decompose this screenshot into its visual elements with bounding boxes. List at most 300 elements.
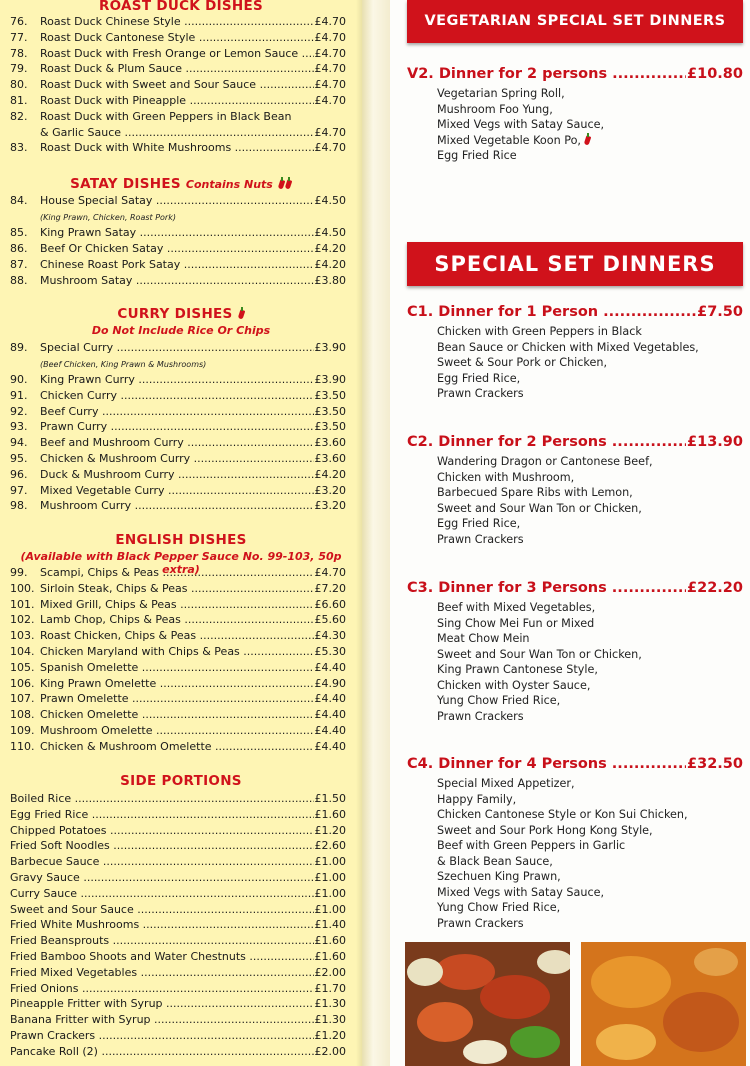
- item-price: £2.00: [314, 1044, 346, 1058]
- item-price: £4.70: [314, 78, 346, 92]
- item-name: Chicken Maryland with Chips & Peas .....: [40, 645, 346, 658]
- menu-item: [10, 934, 346, 949]
- menu-item: [10, 871, 346, 886]
- item-number: 82.: [10, 109, 28, 123]
- item-name: Mixed Vegetable Curry .....: [40, 484, 346, 497]
- item-name: Beef Or Chicken Satay .....: [40, 242, 346, 255]
- item-price: £3.90: [314, 373, 346, 386]
- menu-item: [10, 242, 346, 257]
- item-number: 108.: [10, 708, 35, 722]
- set-dinner-line-text: Yung Chow Fried Rice,: [437, 694, 561, 707]
- menu-item: [10, 613, 346, 628]
- item-price: £3.60: [314, 436, 346, 450]
- set-dinner-line-text: Wandering Dragon or Cantonese Beef,: [437, 455, 653, 468]
- set-dinner-line-text: Happy Family,: [437, 792, 517, 806]
- item-name: King Prawn Satay .....: [40, 226, 346, 239]
- set-dinner-heading: [407, 304, 743, 324]
- item-price: £4.70: [314, 46, 346, 60]
- menu-item: [10, 499, 346, 514]
- item-name: Chipped Potatoes .....: [10, 824, 346, 837]
- satay-nuts-warning: Contains Nuts: [185, 178, 273, 191]
- menu-item: [10, 887, 346, 902]
- item-price: £1.70: [314, 981, 346, 995]
- item-price: £4.70: [314, 141, 346, 155]
- set-dinner-line: [437, 516, 653, 532]
- item-price: £3.50: [314, 388, 346, 402]
- set-dinner-line-text: Sweet and Sour Wan Ton or Chicken,: [437, 501, 642, 515]
- item-price: £1.60: [314, 807, 346, 821]
- set-dinner-line-text: Sweet & Sour Pork or Chicken,: [437, 356, 608, 369]
- set-dinner-price: £13.90: [687, 434, 743, 450]
- side-title: SIDE PORTIONS: [120, 773, 242, 789]
- item-price: £6.60: [314, 597, 346, 611]
- set-dinner-line: [437, 340, 699, 356]
- item-number: 109.: [10, 724, 35, 737]
- item-name: Roast Duck with Pineapple .....: [40, 94, 346, 107]
- item-price: £3.60: [314, 452, 346, 465]
- menu-item: [10, 566, 346, 581]
- item-number: 89.: [10, 341, 28, 354]
- menu-item: [10, 966, 346, 981]
- item-name: House Special Satay .....: [40, 194, 346, 207]
- set-dinner-line-text: & Black Bean Sauce,: [437, 854, 553, 868]
- menu-item: [10, 582, 346, 597]
- item-price: £1.30: [314, 1013, 346, 1027]
- item-number: 88.: [10, 274, 28, 287]
- set-dinner-line-text: Chicken with Oyster Sauce,: [437, 678, 591, 692]
- set-dinner-price: £22.20: [687, 580, 743, 596]
- item-name: Fried Soft Noodles .....: [10, 839, 346, 852]
- item-name: Roast Duck with Fresh Orange or Lemon Sauce .....: [40, 47, 346, 60]
- dish-photo-sweet-sour: [405, 942, 570, 1066]
- set-dinner-line-text: Egg Fried Rice,: [437, 371, 521, 385]
- item-price: £1.20: [314, 823, 346, 837]
- set-dinner-line: [437, 485, 653, 501]
- menu-item: [10, 997, 346, 1012]
- item-number: 83.: [10, 141, 28, 155]
- menu-item: [10, 436, 346, 451]
- set-dinner-line: [437, 117, 604, 133]
- set-dinner-line-text: Prawn Crackers: [437, 709, 524, 723]
- item-price: £4.70: [314, 15, 346, 28]
- set-dinner-line: [437, 532, 653, 548]
- curry-subtitle: Do Not Include Rice Or Chips: [91, 324, 271, 337]
- menu-item: [10, 661, 346, 676]
- item-price: £1.40: [314, 918, 346, 932]
- menu-item: [10, 484, 346, 499]
- item-number: 92.: [10, 404, 28, 418]
- item-price: £4.70: [314, 125, 346, 139]
- set-dinner-price: £7.50: [697, 304, 743, 320]
- set-dinner-line-text: Mushroom Foo Yung,: [437, 102, 553, 116]
- set-dinner-price: £32.50: [687, 756, 743, 772]
- set-dinner-line: [437, 854, 688, 870]
- english-title: ENGLISH DISHES: [115, 532, 247, 548]
- menu-item: [10, 110, 346, 125]
- set-dinner-line: [437, 86, 604, 102]
- item-name: Prawn Curry .....: [40, 420, 346, 433]
- item-name: Pineapple Fritter with Syrup .....: [10, 997, 346, 1010]
- item-name: Fried Mixed Vegetables .....: [10, 966, 346, 979]
- item-name: Barbecue Sauce .....: [10, 855, 346, 868]
- item-price: £4.50: [314, 194, 346, 207]
- set-dinner-line: [437, 776, 688, 792]
- set-dinner-line: [437, 869, 688, 885]
- set-dinner-line: [437, 631, 642, 647]
- item-name: Chicken & Mushroom Omelette .....: [40, 740, 346, 753]
- item-price: £4.70: [314, 566, 346, 579]
- set-dinner-line-text: Beef with Green Peppers in Garlic: [437, 839, 626, 852]
- item-price: £2.60: [314, 839, 346, 853]
- menu-item: [10, 629, 346, 644]
- item-name: Roast Duck Cantonese Style .....: [40, 31, 346, 44]
- menu-item: [10, 903, 346, 918]
- menu-item: [10, 78, 346, 93]
- set-dinner-line: [437, 792, 688, 808]
- item-name: Boiled Rice .....: [10, 792, 346, 805]
- item-price: £4.20: [314, 258, 346, 271]
- item-number: 81.: [10, 94, 28, 107]
- item-number: 90.: [10, 373, 28, 386]
- item-name: Fried Onions .....: [10, 982, 346, 995]
- menu-item: [10, 226, 346, 241]
- item-name: Pancake Roll (2) .....: [10, 1045, 346, 1058]
- item-name: Roast Duck with Sweet and Sour Sauce .....: [40, 78, 346, 91]
- item-price: £1.00: [314, 886, 346, 900]
- item-price: £4.40: [314, 724, 346, 737]
- item-price: £4.70: [314, 62, 346, 76]
- set-dinner-line-text: Mixed Vegs with Satay Sauce,: [437, 118, 605, 131]
- menu-item: [10, 141, 346, 156]
- item-number: 78.: [10, 46, 28, 60]
- item-name: Scampi, Chips & Peas .....: [40, 566, 346, 579]
- curry-title-text: CURRY DISHES: [117, 306, 233, 322]
- set-dinner-line-text: Sweet and Sour Pork Hong Kong Style,: [437, 823, 653, 837]
- set-dinner-line: [437, 885, 688, 901]
- set-dinner-line-text: Chicken Cantonese Style or Kon Sui Chicken,: [437, 808, 688, 821]
- set-dinner-line-text: Szechuen King Prawn,: [437, 870, 561, 883]
- vegetarian-header: VEGETARIAN SPECIAL SET DINNERS: [407, 0, 743, 43]
- menu-item: [10, 420, 346, 435]
- set-dinner-line-text: Vegetarian Spring Roll,: [437, 87, 565, 100]
- item-name: Mixed Grill, Chips & Peas .....: [40, 598, 346, 611]
- menu-item: [10, 341, 346, 356]
- set-dinner-contents: [437, 600, 642, 724]
- item-name: Mushroom Omelette .....: [40, 724, 346, 737]
- set-dinner-line: [437, 470, 653, 486]
- set-dinner-heading: [407, 434, 743, 454]
- menu-item: [10, 194, 346, 209]
- menu-item: [10, 468, 346, 483]
- menu-item: [10, 126, 346, 141]
- item-name: Fried Beansprouts .....: [10, 934, 346, 947]
- set-dinner-line: [437, 355, 699, 371]
- item-price: £4.20: [314, 242, 346, 255]
- item-name: Beef and Mushroom Curry .....: [40, 436, 346, 449]
- item-price: £1.60: [314, 934, 346, 948]
- menu-item: [10, 824, 346, 839]
- set-dinner-line-text: Prawn Crackers: [437, 387, 524, 400]
- english-subtitle: (Available with Black Pepper Sauce No. 99-103, 50p extra): [20, 550, 342, 576]
- chili-icon: [238, 307, 245, 319]
- item-name: Sweet and Sour Sauce .....: [10, 903, 346, 916]
- set-dinner-line-text: Chicken with Mushroom,: [437, 470, 575, 484]
- item-number: 96.: [10, 467, 28, 481]
- menu-item: [10, 677, 346, 692]
- set-dinner-line-text: Bean Sauce or Chicken with Mixed Vegetables,: [437, 340, 699, 354]
- menu-item: [10, 982, 346, 997]
- set-dinner-line: [437, 386, 699, 402]
- item-number: 94.: [10, 436, 28, 450]
- set-dinner-line: [437, 678, 642, 694]
- item-number: 80.: [10, 78, 28, 92]
- set-dinner-title: C3. Dinner for 3 Persons .....: [407, 580, 743, 596]
- satay-title: [0, 176, 362, 192]
- item-number: 105.: [10, 660, 35, 674]
- menu-item: [10, 373, 346, 388]
- set-dinner-line: [437, 324, 699, 340]
- set-dinner-line-text: King Prawn Cantonese Style,: [437, 663, 598, 676]
- menu-item: [10, 839, 346, 854]
- item-name: King Prawn Curry .....: [40, 373, 346, 386]
- set-dinner-line-text: Barbecued Spare Ribs with Lemon,: [437, 486, 633, 499]
- item-name: Egg Fried Rice .....: [10, 808, 346, 821]
- item-number: 84.: [10, 194, 28, 207]
- menu-item: [10, 1013, 346, 1028]
- menu-item: [10, 405, 346, 420]
- item-name: Curry Sauce .....: [10, 887, 346, 900]
- item-name: Sirloin Steak, Chips & Peas .....: [40, 582, 346, 595]
- item-number: 104.: [10, 645, 35, 658]
- item-name: Roast Duck & Plum Sauce .....: [40, 62, 346, 75]
- item-number: 87.: [10, 258, 28, 271]
- menu-item: [10, 47, 346, 62]
- item-name: Roast Duck Chinese Style .....: [40, 15, 346, 28]
- set-dinner-price: £10.80: [687, 66, 743, 82]
- set-dinner-heading: [407, 580, 743, 600]
- menu-item: [10, 258, 346, 273]
- item-name: King Prawn Omelette .....: [40, 677, 346, 690]
- set-dinner-line-text: Prawn Crackers: [437, 532, 524, 546]
- item-price: £3.80: [314, 274, 346, 287]
- set-dinner-line-text: Yung Chow Fried Rice,: [437, 901, 561, 914]
- item-name: Duck & Mushroom Curry .....: [40, 468, 346, 481]
- set-dinner-contents: [437, 324, 699, 402]
- menu-item: [10, 62, 346, 77]
- satay-title-text: SATAY DISHES: [70, 176, 181, 192]
- item-number: 86.: [10, 242, 28, 255]
- roast-duck-title: ROAST DUCK DISHES: [98, 0, 264, 14]
- item-price: £3.90: [314, 341, 346, 354]
- item-price: £3.50: [314, 420, 346, 434]
- item-price: £1.00: [314, 902, 346, 916]
- item-number: 98.: [10, 499, 28, 513]
- item-name: Roast Duck with Green Peppers in Black Bean: [40, 109, 292, 123]
- item-number: 79.: [10, 62, 28, 76]
- set-dinner-line: [437, 133, 604, 149]
- item-number: 97.: [10, 483, 28, 497]
- set-dinner-line-text: Egg Fried Rice: [437, 149, 517, 162]
- set-dinner-line-text: Mixed Vegetable Koon Po,: [437, 133, 581, 147]
- item-number: 102.: [10, 613, 35, 627]
- set-dinner-line: [437, 647, 642, 663]
- satay-note: (King Prawn, Chicken, Roast Pork): [40, 213, 176, 222]
- set-dinner-contents: [437, 454, 653, 547]
- menu-item: [10, 918, 346, 933]
- item-price: £3.50: [314, 404, 346, 418]
- item-price: £4.40: [314, 708, 346, 722]
- menu-item: [10, 1045, 346, 1060]
- set-dinner-line: [437, 916, 688, 932]
- item-price: £7.20: [314, 581, 346, 595]
- item-name: & Garlic Sauce .....: [40, 126, 346, 139]
- item-price: £1.00: [314, 871, 346, 884]
- item-name: Fried Bamboo Shoots and Water Chestnuts .....: [10, 950, 346, 963]
- item-number: 103.: [10, 629, 35, 643]
- set-dinner-line-text: Sweet and Sour Wan Ton or Chicken,: [437, 647, 642, 661]
- menu-item: [10, 808, 346, 823]
- menu-item: [10, 598, 346, 613]
- menu-item: [10, 274, 346, 289]
- chili-icon: [584, 133, 591, 145]
- item-price: £4.70: [314, 30, 346, 44]
- chili-icon: [285, 177, 292, 189]
- menu-item: [10, 389, 346, 404]
- item-number: 93.: [10, 420, 28, 434]
- item-price: £2.00: [314, 965, 346, 979]
- dish-photo-curry: [581, 942, 746, 1066]
- set-dinner-line: [437, 600, 642, 616]
- menu-item: [10, 645, 346, 660]
- item-price: £4.70: [314, 94, 346, 107]
- set-dinner-line-text: Special Mixed Appetizer,: [437, 777, 575, 790]
- set-dinner-line-text: Sing Chow Mei Fun or Mixed: [437, 616, 595, 630]
- set-dinner-line-text: Prawn Crackers: [437, 916, 524, 930]
- item-name: Lamb Chop, Chips & Peas .....: [40, 613, 346, 626]
- set-dinner-line: [437, 454, 653, 470]
- set-dinner-line: [437, 900, 688, 916]
- item-name: Roast Duck with White Mushrooms .....: [40, 141, 346, 154]
- menu-item: [10, 15, 346, 30]
- set-dinner-line: [437, 807, 688, 823]
- chili-icon: [278, 177, 285, 189]
- item-number: 76.: [10, 15, 28, 28]
- set-dinner-line-text: Beef with Mixed Vegetables,: [437, 601, 596, 614]
- set-dinner-line: [437, 616, 642, 632]
- item-name: Prawn Omelette .....: [40, 692, 346, 705]
- menu-item: [10, 724, 346, 739]
- item-name: Roast Chicken, Chips & Peas .....: [40, 629, 346, 642]
- menu-item: [10, 708, 346, 723]
- set-dinner-title: C1. Dinner for 1 Person .....: [407, 304, 743, 320]
- special-header: SPECIAL SET DINNERS: [407, 242, 743, 286]
- set-dinner-line-text: Egg Fried Rice,: [437, 517, 521, 530]
- menu-item: [10, 950, 346, 965]
- item-price: £4.20: [314, 467, 346, 481]
- item-name: Prawn Crackers .....: [10, 1029, 346, 1042]
- set-dinner-line: [437, 102, 604, 118]
- page-fold: [362, 0, 390, 1066]
- set-dinner-title: C4. Dinner for 4 Persons .....: [407, 756, 743, 772]
- item-price: £1.60: [314, 950, 346, 963]
- item-name: Chicken Curry .....: [40, 389, 346, 402]
- item-number: 100.: [10, 581, 35, 595]
- item-number: 107.: [10, 692, 35, 706]
- set-dinner-line: [437, 371, 699, 387]
- menu-item: [10, 855, 346, 870]
- set-dinner-line-text: Mixed Vegs with Satay Sauce,: [437, 885, 605, 899]
- item-name: Spanish Omelette .....: [40, 661, 346, 674]
- item-price: £5.30: [314, 645, 346, 658]
- item-number: 85.: [10, 226, 28, 239]
- set-dinner-line-text: Meat Chow Mein: [437, 632, 530, 645]
- item-number: 99.: [10, 566, 28, 579]
- set-dinner-heading: [407, 66, 743, 86]
- curry-note: (Beef Chicken, King Prawn & Mushrooms): [40, 360, 207, 369]
- item-name: Banana Fritter with Syrup .....: [10, 1013, 346, 1026]
- set-dinner-contents: [437, 776, 688, 931]
- item-name: Special Curry .....: [40, 341, 346, 354]
- item-price: £4.40: [314, 739, 346, 753]
- item-name: Chinese Roast Pork Satay .....: [40, 258, 346, 271]
- set-dinner-line: [437, 693, 642, 709]
- item-name: Beef Curry .....: [40, 405, 346, 418]
- item-price: £1.20: [314, 1029, 346, 1042]
- item-number: 77.: [10, 30, 28, 44]
- set-dinner-contents: [437, 86, 604, 164]
- item-price: £3.20: [314, 499, 346, 513]
- item-price: £5.60: [314, 613, 346, 627]
- item-price: £4.40: [314, 660, 346, 674]
- menu-item: [10, 452, 346, 467]
- item-number: 95.: [10, 452, 28, 465]
- item-price: £1.30: [314, 997, 346, 1011]
- set-dinner-title: V2. Dinner for 2 persons .....: [407, 66, 743, 82]
- set-dinner-line: [437, 662, 642, 678]
- menu-item: [10, 740, 346, 755]
- menu-item: [10, 692, 346, 707]
- item-number: 110.: [10, 739, 35, 753]
- item-price: £4.50: [314, 226, 346, 239]
- set-dinner-line: [437, 823, 688, 839]
- item-number: 91.: [10, 388, 28, 402]
- set-dinner-line: [437, 501, 653, 517]
- item-number: 101.: [10, 597, 35, 611]
- set-dinner-line: [437, 709, 642, 725]
- item-name: Mushroom Satay .....: [40, 274, 346, 287]
- menu-item: [10, 94, 346, 109]
- item-name: Chicken & Mushroom Curry .....: [40, 452, 346, 465]
- item-name: Chicken Omelette .....: [40, 708, 346, 721]
- item-number: 106.: [10, 676, 35, 690]
- menu-item: [10, 1029, 346, 1044]
- item-price: £4.40: [314, 692, 346, 706]
- item-name: Fried White Mushrooms .....: [10, 918, 346, 931]
- item-price: £4.30: [314, 629, 346, 643]
- menu-item: [10, 792, 346, 807]
- set-dinner-line-text: Chicken with Green Peppers in Black: [437, 325, 642, 338]
- item-price: £3.20: [314, 483, 346, 497]
- item-name: Mushroom Curry .....: [40, 499, 346, 512]
- set-dinner-line: [437, 838, 688, 854]
- set-dinner-heading: [407, 756, 743, 776]
- set-dinner-line: [437, 148, 604, 164]
- item-price: £1.50: [314, 792, 346, 805]
- item-name: Gravy Sauce .....: [10, 871, 346, 884]
- item-price: £4.90: [314, 676, 346, 690]
- curry-title: [0, 306, 362, 322]
- item-price: £1.00: [314, 855, 346, 869]
